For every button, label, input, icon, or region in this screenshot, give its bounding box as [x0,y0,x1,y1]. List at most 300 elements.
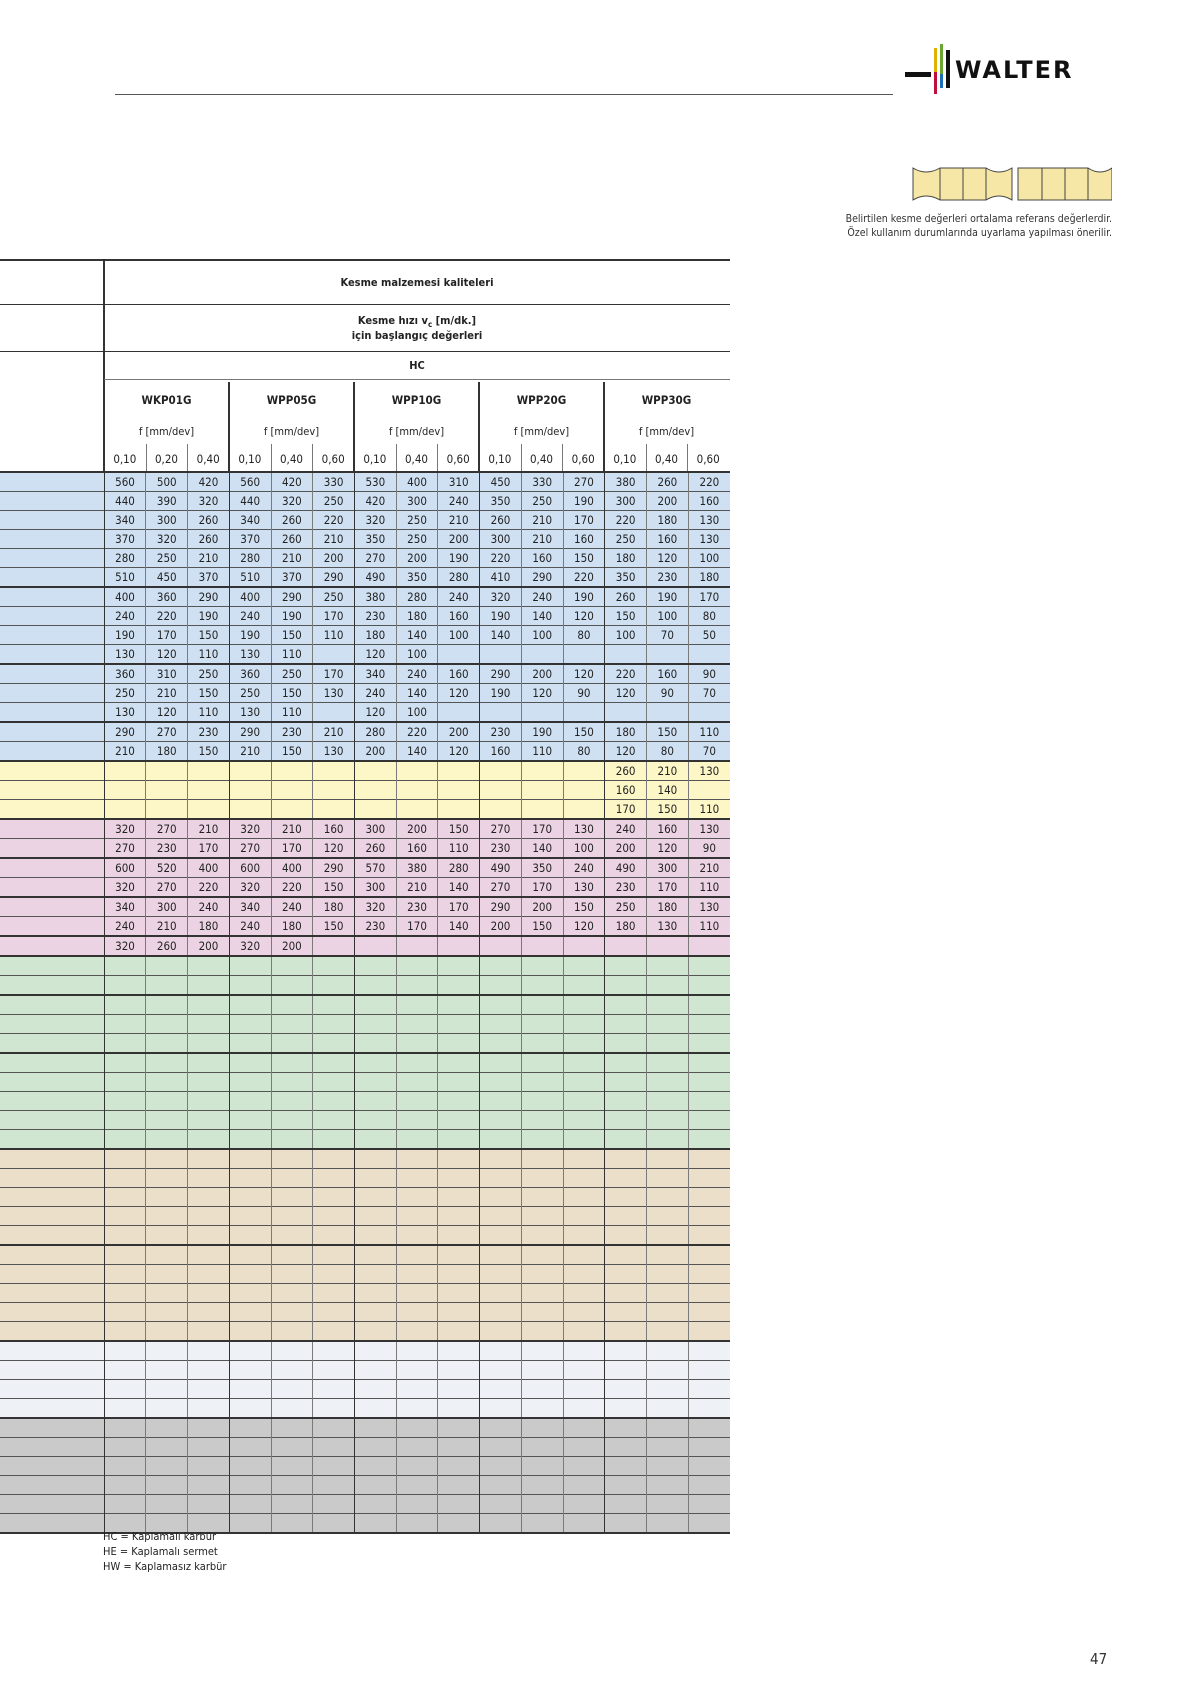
material-cell [0,1380,104,1399]
speed-cell [146,1073,188,1092]
speed-cell [521,995,563,1015]
speed-cell [354,1284,396,1303]
speed-cell: 80 [563,626,605,645]
speed-cell [563,1399,605,1419]
speed-cell [605,995,647,1015]
speed-cell [438,1303,480,1322]
speed-cell [271,956,313,976]
speed-cell: 170 [688,587,730,607]
speed-cell [104,1130,146,1150]
material-cell [0,645,104,665]
speed-cell [438,1284,480,1303]
speed-cell [354,1073,396,1092]
speed-cell [521,956,563,976]
table-row [0,1130,730,1150]
speed-cell: 120 [647,839,689,859]
speed-cell [271,1053,313,1073]
speed-cell [521,800,563,820]
speed-cell [104,1015,146,1034]
speed-cell [271,995,313,1015]
speed-cell [521,1380,563,1399]
table-row [0,1341,730,1361]
table-row [0,1073,730,1092]
speed-cell [396,1303,438,1322]
table-row [0,1034,730,1054]
speed-cell [229,1457,271,1476]
speed-cell [438,781,480,800]
speed-cell [229,1149,271,1169]
speed-cell [146,1149,188,1169]
speed-cell: 190 [521,722,563,742]
speed-cell [563,1476,605,1495]
table-row [0,530,730,549]
feed-unit-label: f [mm/dev] [263,425,320,438]
speed-cell: 250 [313,587,355,607]
speed-cell [521,781,563,800]
speed-cell [438,1245,480,1265]
speed-cell: 150 [563,897,605,917]
table-row [0,936,730,956]
speed-cell [146,1207,188,1226]
speed-cell [313,1053,355,1073]
speed-cell [605,1092,647,1111]
speed-cell [605,1284,647,1303]
speed-cell [438,645,480,665]
table-row [0,1322,730,1342]
speed-cell: 290 [188,587,230,607]
speed-cell: 290 [313,568,355,588]
speed-cell: 280 [229,549,271,568]
speed-cell [396,1322,438,1342]
speed-cell: 170 [271,839,313,859]
grade-name: WPP05G [266,393,317,407]
table-row [0,645,730,665]
speed-cell [563,761,605,781]
speed-cell: 90 [688,839,730,859]
speed-cell: 420 [354,492,396,511]
speed-cell: 150 [521,917,563,937]
speed-cell [647,1457,689,1476]
speed-cell: 220 [146,607,188,626]
speed-cell [480,1226,522,1246]
speed-cell [563,1265,605,1284]
table-row [0,1438,730,1457]
speed-cell [521,1495,563,1514]
speed-cell [480,1495,522,1514]
speed-cell [605,1438,647,1457]
speed-cell: 250 [521,492,563,511]
speed-cell: 200 [313,549,355,568]
speed-cell: 300 [396,492,438,511]
speed-cell: 270 [480,819,522,839]
speed-cell: 370 [188,568,230,588]
speed-cell [563,1207,605,1226]
speed-cell: 160 [647,664,689,684]
speed-cell [271,1418,313,1438]
speed-title: Kesme hızı $v_c$ [m/dk.] [357,314,477,330]
speed-cell: 400 [271,858,313,878]
speed-cell [188,1265,230,1284]
speed-cell [229,1034,271,1054]
speed-cell [354,1495,396,1514]
speed-cell: 310 [438,472,480,492]
speed-cell: 190 [480,684,522,703]
speed-cell: 210 [688,858,730,878]
feed-value: 0,40 [404,452,428,466]
speed-cell [647,1418,689,1438]
speed-cell: 210 [313,530,355,549]
speed-cell: 70 [647,626,689,645]
speed-cell [354,800,396,820]
grade-name: WPP20G [516,393,567,407]
speed-cell [563,1418,605,1438]
speed-cell [688,1399,730,1419]
speed-cell: 110 [188,703,230,723]
speed-cell [647,1169,689,1188]
speed-cell: 200 [647,492,689,511]
speed-cell: 250 [313,492,355,511]
speed-cell: 230 [271,722,313,742]
speed-cell: 130 [688,819,730,839]
material-cell [0,917,104,937]
speed-cell [104,956,146,976]
feed-value: 0,40 [196,452,220,466]
speed-cell: 290 [271,587,313,607]
speed-cell [188,1188,230,1207]
speed-cell: 180 [354,626,396,645]
speed-cell [146,995,188,1015]
speed-cell [521,1361,563,1380]
speed-cell [480,1092,522,1111]
speed-cell [521,1341,563,1361]
table-row [0,956,730,976]
speed-cell [104,1169,146,1188]
speed-cell [647,1207,689,1226]
speed-cell: 150 [188,626,230,645]
speed-cell: 120 [313,839,355,859]
speed-cell [396,1245,438,1265]
speed-cell [563,1380,605,1399]
speed-cell: 450 [146,568,188,588]
speed-cell: 130 [688,511,730,530]
speed-cell [354,1361,396,1380]
speed-cell [438,1265,480,1284]
speed-cell [647,1495,689,1514]
speed-cell [438,1438,480,1457]
speed-cell [688,781,730,800]
speed-cell [688,1130,730,1150]
speed-cell [146,1361,188,1380]
speed-cell [521,1149,563,1169]
speed-cell: 150 [188,684,230,703]
speed-cell [188,956,230,976]
grades-title: Kesme malzemesi kaliteleri [340,276,494,289]
table-row [0,1284,730,1303]
speed-cell: 180 [647,511,689,530]
speed-cell: 210 [188,549,230,568]
speed-cell [104,1092,146,1111]
speed-cell [271,1476,313,1495]
speed-cell: 280 [104,549,146,568]
speed-cell: 100 [563,839,605,859]
speed-cell [396,1111,438,1130]
speed-cell [438,1226,480,1246]
speed-cell: 130 [688,761,730,781]
speed-cell [563,1341,605,1361]
speed-cell [188,1322,230,1342]
speed-cell [605,1149,647,1169]
speed-cell [271,1495,313,1514]
speed-cell: 500 [146,472,188,492]
speed-cell: 340 [229,511,271,530]
table-top-rule [0,259,730,261]
speed-cell [229,1111,271,1130]
speed-cell [313,1361,355,1380]
speed-cell [229,1053,271,1073]
speed-cell [188,1111,230,1130]
speed-cell: 80 [688,607,730,626]
speed-cell [313,1495,355,1514]
speed-cell [354,936,396,956]
speed-cell [480,1476,522,1495]
material-cell [0,684,104,703]
speed-cell [605,1495,647,1514]
speed-cell [104,976,146,996]
speed-cell: 290 [521,568,563,588]
speed-cell [229,1226,271,1246]
speed-cell [146,1438,188,1457]
speed-cell [688,1380,730,1399]
speed-cell: 350 [396,568,438,588]
material-cell [0,1226,104,1246]
speed-cell [563,1034,605,1054]
speed-cell [104,761,146,781]
speed-cell: 150 [438,819,480,839]
speed-cell [313,1341,355,1361]
speed-cell: 490 [480,858,522,878]
speed-cell: 100 [688,549,730,568]
speed-cell [313,1284,355,1303]
speed-cell: 260 [188,511,230,530]
speed-cell: 110 [271,703,313,723]
speed-cell: 190 [229,626,271,645]
material-cell [0,530,104,549]
speed-cell: 320 [229,819,271,839]
speed-cell: 130 [313,742,355,762]
speed-cell [396,1169,438,1188]
speed-cell: 400 [229,587,271,607]
speed-cell [146,1265,188,1284]
speed-cell [229,1169,271,1188]
speed-cell [104,1188,146,1207]
speed-cell [521,1399,563,1419]
speed-cell [521,976,563,996]
grade-name: WPP10G [391,393,442,407]
speed-cell [438,1341,480,1361]
speed-cell [354,781,396,800]
speed-cell [229,1073,271,1092]
speed-cell [354,1169,396,1188]
speed-cell [146,1476,188,1495]
speed-cell [605,1361,647,1380]
table-row [0,1149,730,1169]
speed-cell [688,1438,730,1457]
material-cell [0,976,104,996]
speed-cell [605,1399,647,1419]
speed-cell: 120 [647,549,689,568]
speed-cell [605,1303,647,1322]
speed-cell [313,1034,355,1054]
speed-cell: 180 [605,917,647,937]
speed-cell [313,1514,355,1534]
material-cell [0,1015,104,1034]
feed-value: 0,10 [113,452,137,466]
table-row [0,587,730,607]
speed-cell [229,1284,271,1303]
speed-cell [146,1322,188,1342]
speed-cell [563,800,605,820]
speed-cell [438,936,480,956]
speed-cell [521,1514,563,1534]
speed-cell [229,1322,271,1342]
speed-cell: 210 [188,819,230,839]
speed-cell: 510 [229,568,271,588]
speed-cell [563,1188,605,1207]
speed-cell [188,1476,230,1495]
speed-cell: 90 [647,684,689,703]
speed-cell: 220 [563,568,605,588]
speed-cell: 120 [354,703,396,723]
speed-cell [438,976,480,996]
speed-cell [229,976,271,996]
speed-cell: 120 [146,645,188,665]
table-row [0,568,730,588]
speed-cell: 360 [104,664,146,684]
speed-cell [229,956,271,976]
speed-cell [688,1073,730,1092]
speed-cell [146,1380,188,1399]
speed-cell [521,1169,563,1188]
grade-name: WKP01G [141,393,192,407]
speed-cell [647,1053,689,1073]
speed-cell [188,1169,230,1188]
speed-cell: 160 [563,530,605,549]
material-cell [0,1169,104,1188]
speed-cell: 530 [354,472,396,492]
speed-cell: 160 [605,781,647,800]
speed-cell [271,1188,313,1207]
table-row [0,1245,730,1265]
speed-cell [605,1226,647,1246]
speed-cell: 350 [480,492,522,511]
speed-cell [354,1341,396,1361]
speed-cell [605,1130,647,1150]
table-row [0,492,730,511]
speed-cell: 190 [188,607,230,626]
speed-cell: 270 [104,839,146,859]
speed-cell: 130 [563,878,605,898]
material-cell [0,549,104,568]
speed-cell: 270 [480,878,522,898]
table-row [0,1361,730,1380]
speed-cell: 180 [605,722,647,742]
speed-cell [104,1418,146,1438]
speed-cell [229,1207,271,1226]
speed-cell [188,1130,230,1150]
speed-cell: 250 [188,664,230,684]
speed-cell [605,703,647,723]
speed-cell: 300 [146,897,188,917]
speed-cell [647,1073,689,1092]
speed-cell: 200 [438,530,480,549]
page-number: 47 [1090,1650,1108,1668]
speed-cell: 370 [104,530,146,549]
speed-cell [188,761,230,781]
speed-cell [688,936,730,956]
material-cell [0,1265,104,1284]
speed-cell [521,936,563,956]
table-row [0,819,730,839]
table-row [0,549,730,568]
speed-cell [313,1438,355,1457]
speed-cell [271,1303,313,1322]
speed-cell [605,1111,647,1130]
speed-cell: 120 [354,645,396,665]
speed-cell: 180 [188,917,230,937]
speed-cell [688,1169,730,1188]
speed-cell: 200 [188,936,230,956]
speed-cell: 360 [146,587,188,607]
speed-cell [563,1303,605,1322]
speed-cell: 150 [271,626,313,645]
speed-cell [688,645,730,665]
speed-cell [647,1092,689,1111]
speed-cell [396,1341,438,1361]
speed-cell [229,1245,271,1265]
feed-unit-label: f [mm/dev] [388,425,445,438]
speed-cell [104,781,146,800]
speed-cell: 210 [104,742,146,762]
speed-cell: 210 [647,761,689,781]
speed-cell [229,1399,271,1419]
speed-cell: 230 [647,568,689,588]
speed-cell: 270 [563,472,605,492]
speed-cell [521,1245,563,1265]
speed-cell [146,1130,188,1150]
speed-cell: 400 [104,587,146,607]
speed-cell [104,1361,146,1380]
speed-cell: 280 [354,722,396,742]
speed-cell: 570 [354,858,396,878]
speed-cell: 230 [480,839,522,859]
speed-cell: 210 [438,511,480,530]
speed-cell: 520 [146,858,188,878]
speed-cell [396,800,438,820]
speed-cell [271,1265,313,1284]
speed-cell: 160 [688,492,730,511]
feed-value: 0,10 [613,452,637,466]
speed-cell: 240 [354,684,396,703]
speed-cell [688,1418,730,1438]
speed-cell [313,1245,355,1265]
speed-cell [647,1226,689,1246]
speed-cell: 230 [396,897,438,917]
material-cell [0,1495,104,1514]
speed-cell: 110 [688,722,730,742]
speed-cell [605,1169,647,1188]
speed-cell [563,1361,605,1380]
material-cell [0,878,104,898]
